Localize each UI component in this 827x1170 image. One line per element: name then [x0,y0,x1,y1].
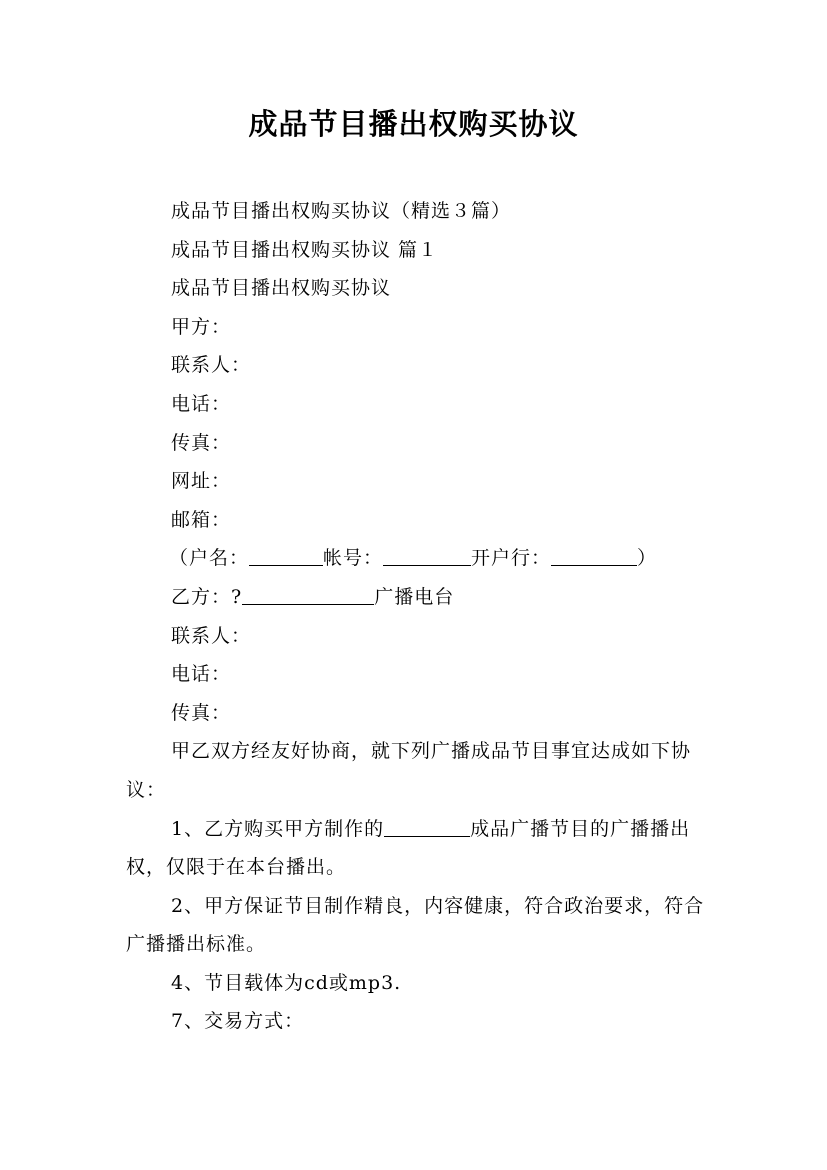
party-a-phone-label: 电话： [171,392,232,415]
account-name-blank [249,546,323,566]
document-title: 成品节目播出权购买协议 [248,107,579,141]
party-b-fax-label: 传真： [171,701,232,724]
clause-1-after: 成品广播节目的广播播出权，仅限于在本台播出。 [126,817,691,879]
clause-2-paragraph: 2、甲方保证节目制作精良，内容健康，符合政治要求，符合广播播出标准。 [126,894,705,956]
bank-blank [551,546,637,566]
preamble-paragraph: 甲乙双方经友好协商，就下列广播成品节目事宜达成如下协议： [126,740,692,801]
party-b-label: 乙方：? [171,585,243,608]
station-blank [242,585,374,605]
agreement-name: 成品节目播出权购买协议 [171,277,392,300]
party-b-suffix: 广播电台 [374,585,455,608]
account-close-label: ） [637,547,658,570]
clause-1-paragraph [126,810,716,887]
bank-label: 开户行： [471,547,552,570]
document-body [126,192,716,1041]
party-b-line [126,578,716,617]
intro-line: 成品节目播出权购买协议（精选３篇） [171,200,512,222]
clause-1-before: 1、乙方购买甲方制作的 [171,817,385,840]
account-number-blank [383,546,471,566]
party-a-account-line [126,539,716,578]
account-number-label: 帐号： [323,547,384,570]
part1-heading: 成品节目播出权购买协议 篇１ [171,238,439,261]
party-a-label: 甲方： [171,315,232,338]
clause-7-line: 7、交易方式： [171,1010,305,1033]
clause-4-line: 4、节目载体为cd或mp3. [171,971,402,994]
account-open-label: （户名： [169,547,250,570]
party-b-phone-label: 电话： [171,663,232,686]
program-blank [384,817,470,837]
party-a-contact-label: 联系人： [171,354,252,377]
party-a-fax-label: 传真： [171,431,232,454]
party-a-website-label: 网址： [171,470,232,493]
party-b-contact-label: 联系人： [171,624,252,647]
party-a-email-label: 邮箱： [171,508,232,531]
